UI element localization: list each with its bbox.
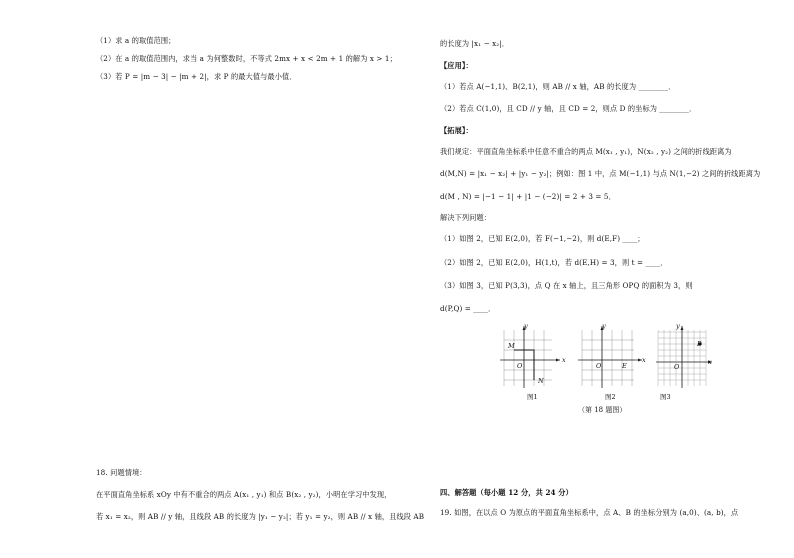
fig1-label-n: N bbox=[538, 377, 544, 385]
fig2-x-axis-label: x bbox=[642, 356, 646, 364]
definition-line-1: 我们规定：平面直角坐标系中任意不重合的两点 M(x₁ , y₁)，N(x₂ , y₂) 之间的折线距离为 bbox=[440, 147, 732, 156]
fig3-origin-label: O bbox=[674, 363, 680, 371]
extension-heading: 【拓展】： bbox=[440, 126, 473, 135]
q17-part-3: （3）若 P = |m − 3| − |m + 2|，求 P 的最大值与最小值． bbox=[96, 72, 297, 81]
extension-q3: （3）如图 3，已知 P(3,3)，点 Q 在 x 轴上，且三角形 OPQ 的面积为 3，则 bbox=[440, 281, 693, 290]
q17-part-2: （2）在 a 的取值范围内，求当 a 为何整数时，不等式 2mx + x < 2m + 1 的解为 x > 1； bbox=[96, 54, 397, 63]
fig3-x-axis-label: x bbox=[708, 358, 712, 366]
extension-q3-answer: d(P,Q) = ____． bbox=[440, 304, 496, 313]
extension-q1: （1）如图 2，已知 E(2,0)，若 F(−1,−2)，则 d(E,F) ____； bbox=[440, 234, 645, 243]
definition-line-2: d(M,N) = |x₁ − x₂| + |y₁ − y₂|；例如：图 1 中，点 M(−1,1) 与点 N(1,−2) 之间的折线距离为 bbox=[440, 169, 761, 178]
fig2-caption: 图2 bbox=[605, 393, 616, 401]
fig2-y-axis-label: y bbox=[602, 322, 606, 330]
fig3-caption: 图3 bbox=[660, 393, 671, 401]
fig1-y-axis-label: y bbox=[524, 322, 528, 330]
application-q1: （1）若点 A(−1,1)、B(2,1)，则 AB // x 轴，AB 的长度为 ________． bbox=[440, 82, 676, 91]
fig3-label-p: P bbox=[697, 340, 702, 348]
definition-line-3: d(M , N) = |−1 − 1| + |1 − (−2)| = 2 + 3 = 5． bbox=[440, 192, 616, 201]
solve-heading: 解决下列问题： bbox=[440, 213, 492, 222]
q19-text: 19. 如图，在以点 O 为原点的平面直角坐标系中，点 A、B 的坐标分别为 (a,0)、(a, b)，点 bbox=[440, 508, 739, 517]
figure-group-caption: （第 18 题图） bbox=[578, 406, 627, 414]
extension-q2: （2）如图 2，已知 E(2,0)，H(1,t)，若 d(E,H) = 3，则 t = ____． bbox=[440, 258, 668, 267]
fig1-x-axis-label: x bbox=[562, 356, 566, 364]
figure-3 bbox=[656, 322, 714, 392]
fig2-origin-label: O bbox=[596, 362, 602, 370]
q18-text-line-1: 在平面直角坐标系 xOy 中有不重合的两点 A(x₁ , y₁) 和点 B(x₂ , y₂)，小明在学习中发现， bbox=[96, 490, 392, 499]
fig1-label-m: M bbox=[508, 342, 515, 350]
application-heading: 【应用】： bbox=[440, 61, 473, 70]
q18-title: 18. 问题情境： bbox=[96, 468, 147, 477]
fig3-y-axis-label: y bbox=[676, 322, 680, 330]
q18-text-line-2: 若 x₁ = x₂，则 AB // y 轴，且线段 AB 的长度为 |y₁ − y₂|；若 y₁ = y₂，则 AB // x 轴，且线段 AB bbox=[96, 512, 425, 521]
figure-2 bbox=[578, 322, 646, 392]
figure-1 bbox=[500, 322, 562, 392]
q17-part-1: （1）求 a 的取值范围； bbox=[96, 36, 176, 45]
application-q2: （2）若点 C(1,0)，且 CD // y 轴，且 CD = 2，则点 D 的坐标为 ________． bbox=[440, 104, 697, 113]
q18-cont-line: 的长度为 |x₁ − x₂|． bbox=[440, 39, 510, 48]
fig1-caption: 图1 bbox=[527, 393, 538, 401]
section-4-title: 四、解答题（每小题 12 分，共 24 分） bbox=[440, 488, 573, 497]
fig1-origin-label: O bbox=[517, 362, 523, 370]
fig2-label-e: E bbox=[622, 362, 627, 370]
